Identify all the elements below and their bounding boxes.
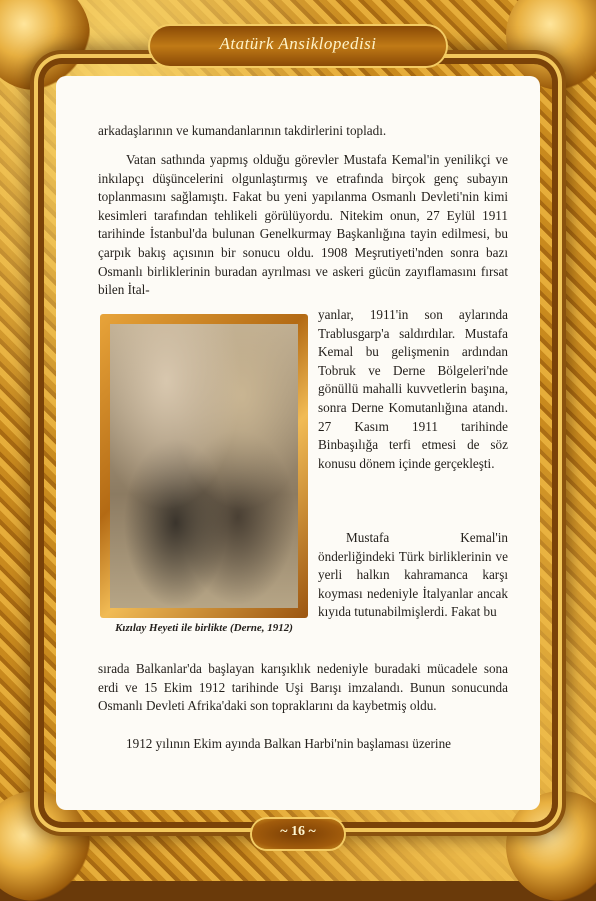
paragraph-1: arkadaşlarının ve kumandanlarının takdirlerini topladı. (98, 123, 387, 138)
paragraph-3-full: sırada Balkanlar'da başlayan karışıklık nedeniyle buradaki mücadele sona erdi ve 15 Ekim 1912 tarihinde Uşi Barışı imzalandı. Bunun sonucunda Osmanlı Devleti Afrika'daki son topraklarını da kaybetmiş oldu. (98, 661, 508, 714)
paragraph-2-full: Vatan sathında yapmış olduğu görevler Mustafa Kemal'in yenilikçi ve inkılapçı düşüncelerini olgunlaştırmış ve etrafında birçok genç subayın toplanmasını sağlamıştı. Fakat bu yeni yapılanma Osmanlı Devleti'nin kimi kesimleri tarafından tehlikeli görülüyordu. Nitekim onun, 27 Eylül 1911 tarihinde İstanbul'da bulunan Genelkurmay Başkanlığına tayin edilmesi, bu çarpık bakış açısının bir sonucu oldu. 1908 Meşrutiyeti'nden sonra bazı Osmanlı birliklerinin buradan ayrılması ve askeri gücün zayıflamasını fırsat bilen İtal- (98, 152, 508, 298)
paragraph-4: 1912 yılının Ekim ayında Balkan Harbi'nin başlaması üzerine (126, 736, 452, 751)
page-header-title: Atatürk Ansiklopedisi (219, 34, 377, 53)
paragraph-3-narrow: Mustafa Kemal'in önderliğindeki Türk birliklerinin ve yerli halkın kahramanca karşı koyması nedeniyle İtalyanlar ancak kıyıda tutunabilmişlerdi. Fakat bu (318, 530, 508, 620)
page-number: ~ 16 ~ (280, 824, 316, 839)
photo-caption: Kızılay Heyeti ile birlikte (Derne, 1912) (115, 622, 293, 634)
historical-photo (110, 324, 298, 608)
paragraph-2-narrow: yanlar, 1911'in son aylarında Trablusgarp'a saldırdılar. Mustafa Kemal bu gelişmenin ardından Tobruk ve Derne Bölgeleri'nde gönüllü mahalli kuvvetlerin başına, sonra Derne Komutanlığına atandı. 27 Kasım 1911 tarihinde Binbaşılığa terfi etmesi de söz konusu dönem içinde gerçekleşti. (318, 307, 508, 471)
